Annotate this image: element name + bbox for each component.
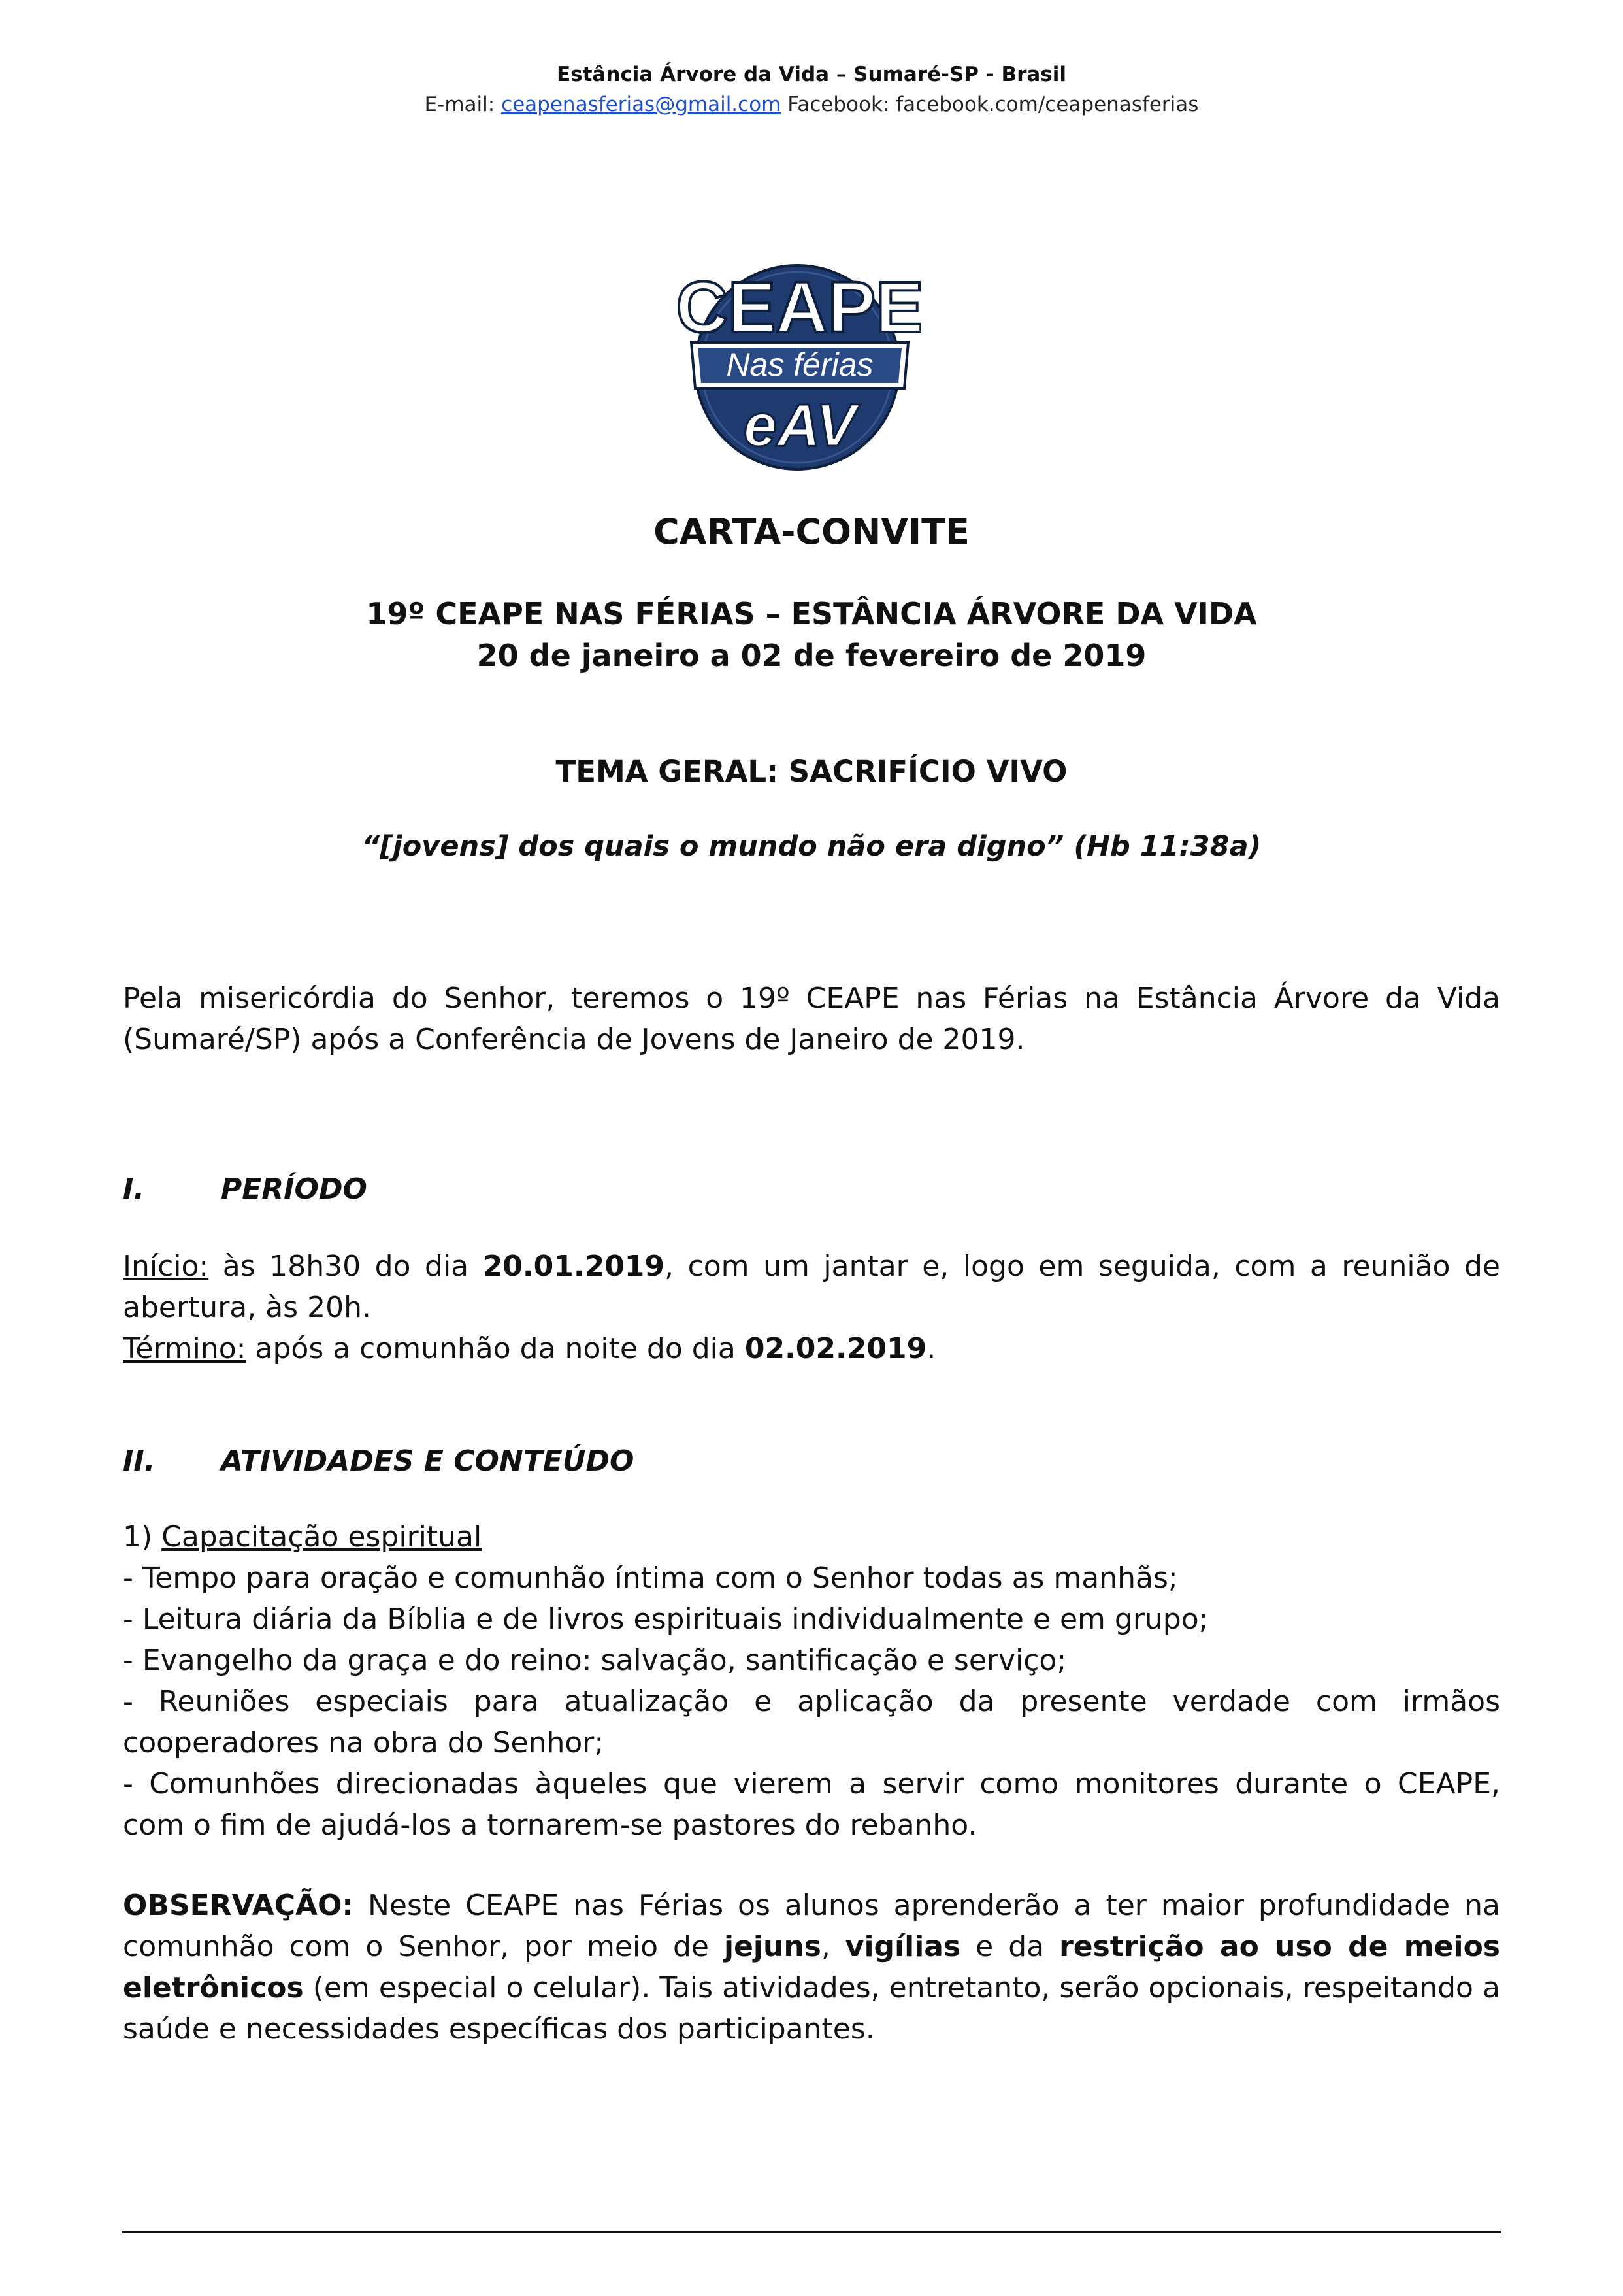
termino-text: após a comunhão da noite do dia	[246, 1332, 745, 1365]
periodo-paragraph	[123, 1246, 1500, 1369]
obs-line-4: saúde e necessidades específicas dos participantes.	[123, 2012, 875, 2046]
termino-label: Término:	[123, 1332, 246, 1365]
obs-jejuns: jejuns	[723, 1930, 821, 1963]
termino-date: 02.02.2019	[744, 1332, 927, 1365]
obs-text-2e: e da	[960, 1930, 1060, 1963]
theme-quote: “[jovens] dos quais o mundo não era digno” (Hb 11:38a)	[361, 830, 1262, 863]
obs-comma: ,	[821, 1930, 845, 1963]
logo-top-text: CEAPE	[678, 267, 921, 348]
logo-banner-text: Nas férias	[726, 346, 874, 383]
inicio-text-2: , com um jantar e, logo em seguida, com a reunião de	[664, 1250, 1501, 1283]
item-1-number: 1)	[123, 1520, 162, 1554]
list-item: - Leitura diária da Bíblia e de livros espirituais individualmente e em grupo;	[123, 1603, 1209, 1636]
intro-paragraph	[123, 978, 1500, 1060]
obs-restricao: restrição ao uso de meios	[1059, 1930, 1501, 1963]
item-1-heading	[123, 1516, 1500, 1557]
intro-line-1: Pela misericórdia do Senhor, teremos o 19º CEAPE nas Férias na Estância Árvore da Vida	[123, 982, 1500, 1015]
inicio-text-1: às 18h30 do dia	[208, 1250, 483, 1283]
facebook-text: Facebook: facebook.com/ceapenasferias	[781, 93, 1199, 116]
obs-vigilias: vigílias	[845, 1930, 961, 1963]
termino-line	[123, 1328, 1500, 1369]
footer-rule	[122, 2231, 1501, 2233]
list-item-continuation: cooperadores na obra do Senhor;	[123, 1726, 604, 1759]
ceape-logo	[678, 246, 921, 473]
section-2-number: II.	[123, 1444, 156, 1478]
section-2-title: ATIVIDADES E CONTEÚDO	[221, 1444, 634, 1478]
section-1-number: I.	[123, 1173, 145, 1206]
item-1-title: Capacitação espiritual	[161, 1520, 482, 1554]
inicio-date: 20.01.2019	[482, 1250, 665, 1283]
page-title: CARTA-CONVITE	[653, 511, 970, 552]
obs-text-1: Neste CEAPE nas Férias os alunos aprenderão a ter maior profundidade na	[353, 1889, 1500, 1922]
obs-line-3	[123, 1967, 1500, 2008]
section-1-title: PERÍODO	[221, 1173, 367, 1206]
atividades-list	[123, 1516, 1500, 1846]
obs-text-2a: comunhão com o Senhor, por meio de	[123, 1930, 724, 1963]
email-label: E-mail:	[424, 93, 502, 116]
obs-label: OBSERVAÇÃO:	[123, 1889, 354, 1922]
inicio-line-2: abertura, às 20h.	[123, 1291, 371, 1324]
inicio-line-1	[123, 1246, 1500, 1287]
logo-bottom-text: eAV	[743, 392, 857, 459]
intro-line-2: (Sumaré/SP) após a Conferência de Jovens de Janeiro de 2019.	[123, 1023, 1025, 1056]
theme-heading: TEMA GERAL: SACRIFÍCIO VIVO	[555, 754, 1068, 789]
list-item: - Reuniões especiais para atualização e aplicação da presente verdade com irmãos	[123, 1685, 1500, 1718]
termino-end: .	[926, 1332, 936, 1365]
obs-line-2	[123, 1926, 1500, 1967]
section-2-heading	[123, 1444, 634, 1478]
observacao-paragraph	[123, 1885, 1500, 2050]
event-dates: 20 de janeiro a 02 de fevereiro de 2019	[476, 638, 1147, 673]
obs-line-1	[123, 1885, 1500, 1926]
obs-eletronicos: eletrônicos	[123, 1971, 304, 2005]
header-address: Estância Árvore da Vida – Sumaré-SP - Brasil	[556, 63, 1067, 86]
list-item: - Comunhões direcionadas àqueles que vierem a servir como monitores durante o CEAPE,	[123, 1767, 1500, 1801]
section-1-heading	[123, 1173, 367, 1206]
obs-text-3b: (em especial o celular). Tais atividades, entretanto, serão opcionais, respeitando a	[303, 1971, 1500, 2005]
inicio-label: Início:	[123, 1250, 209, 1283]
ceape-logo-graphic	[678, 246, 921, 473]
email-link[interactable]: ceapenasferias@gmail.com	[501, 93, 781, 116]
list-item: - Evangelho da graça e do reino: salvação, santificação e serviço;	[123, 1644, 1067, 1677]
list-item: - Tempo para oração e comunhão íntima com o Senhor todas as manhãs;	[123, 1561, 1178, 1595]
event-name: 19º CEAPE NAS FÉRIAS – ESTÂNCIA ÁRVORE DA VIDA	[366, 596, 1257, 631]
list-item-continuation: com o fim de ajudá-los a tornarem-se pastores do rebanho.	[123, 1808, 977, 1842]
header-contacts	[0, 93, 1623, 116]
